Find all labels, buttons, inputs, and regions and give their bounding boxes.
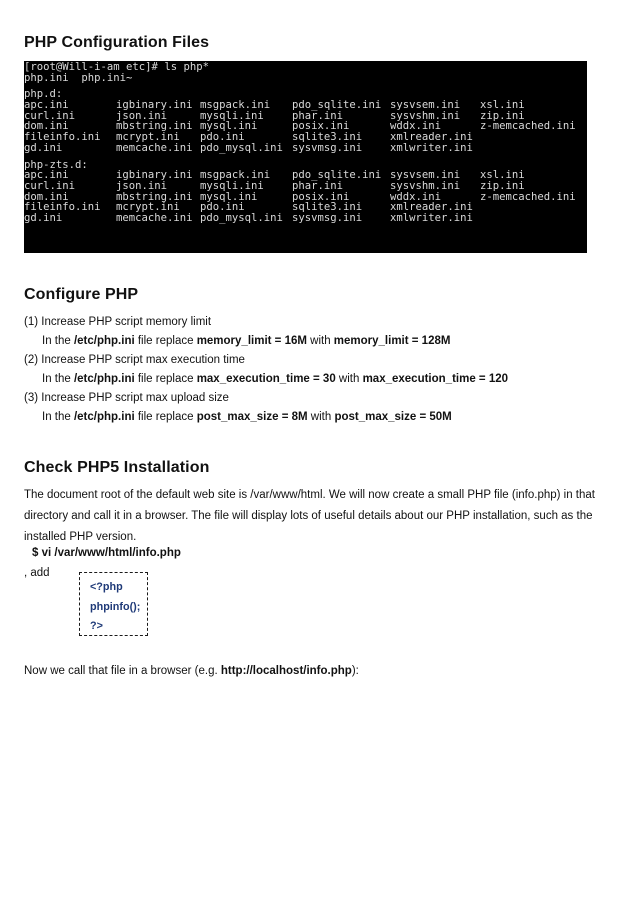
config-file-path: /etc/php.ini xyxy=(73,373,135,385)
terminal-filename: sysvmsg.ini xyxy=(292,211,363,224)
terminal-filename: apc.ini xyxy=(24,99,69,112)
section-title-check-php5: Check PHP5 Installation xyxy=(24,459,210,476)
terminal-filename: pdo_mysql.ini xyxy=(200,141,283,154)
terminal-filename: igbinary.ini xyxy=(116,99,193,112)
terminal-filename: mcrypt.ini xyxy=(116,131,180,144)
config-item-3-instruction: In the /etc/php.ini file replace post_max_size = 8M with post_max_size = 50M xyxy=(42,411,452,423)
terminal-filename: gd.ini xyxy=(24,211,63,224)
config-file-path: /etc/php.ini xyxy=(73,411,135,423)
terminal-php-zts-d-header: php-zts.d: xyxy=(24,158,88,171)
terminal-filename: xmlwriter.ini xyxy=(390,211,473,224)
terminal-filename: fileinfo.ini xyxy=(24,131,101,144)
terminal-row xyxy=(24,213,587,224)
terminal-row xyxy=(24,143,587,154)
terminal-filename: posix.ini xyxy=(292,120,350,133)
section-title-configure-php: Configure PHP xyxy=(24,286,139,303)
config-old-value: memory_limit = 16M xyxy=(196,335,307,347)
terminal-filename: phar.ini xyxy=(292,109,344,122)
terminal-screenshot xyxy=(24,61,587,253)
terminal-filename: igbinary.ini xyxy=(116,169,193,182)
terminal-php-zts-d-listing xyxy=(24,170,587,223)
terminal-filename: dom.ini xyxy=(24,190,69,203)
terminal-filename: xsl.ini xyxy=(480,99,525,112)
config-item-3-label: (3) Increase PHP script max upload size xyxy=(24,392,229,404)
terminal-filename: apc.ini xyxy=(24,169,69,182)
terminal-row xyxy=(24,181,587,192)
config-new-value: memory_limit = 128M xyxy=(333,335,451,347)
terminal-filename: wddx.ini xyxy=(390,120,442,133)
terminal-top-files: php.ini php.ini~ xyxy=(24,71,133,84)
terminal-filename: sysvsem.ini xyxy=(390,99,461,112)
config-old-value: post_max_size = 8M xyxy=(196,411,308,423)
terminal-filename: z-memcached.ini xyxy=(480,120,576,133)
terminal-filename: pdo.ini xyxy=(200,201,245,214)
config-item-2-instruction: In the /etc/php.ini file replace max_execution_time = 30 with max_execution_time = 120 xyxy=(42,373,509,385)
terminal-filename: memcache.ini xyxy=(116,141,193,154)
terminal-filename: json.ini xyxy=(116,109,168,122)
config-file-path: /etc/php.ini xyxy=(73,335,135,347)
terminal-filename: mysql.ini xyxy=(200,190,258,203)
terminal-filename: msgpack.ini xyxy=(200,99,271,112)
browser-instruction: Now we call that file in a browser (e.g. http://localhost/info.php): xyxy=(24,665,359,677)
terminal-php-d-listing xyxy=(24,100,587,153)
config-item-2-label: (2) Increase PHP script max execution time xyxy=(24,354,245,366)
config-old-value: max_execution_time = 30 xyxy=(196,373,336,385)
terminal-filename: pdo_sqlite.ini xyxy=(292,99,382,112)
terminal-filename: curl.ini xyxy=(24,179,76,192)
terminal-filename: sqlite3.ini xyxy=(292,131,363,144)
terminal-filename: sysvshm.ini xyxy=(390,179,461,192)
terminal-filename: sysvmsg.ini xyxy=(292,141,363,154)
terminal-filename: mysqli.ini xyxy=(200,179,264,192)
terminal-filename: json.ini xyxy=(116,179,168,192)
add-label: , add xyxy=(24,567,50,579)
config-new-value: post_max_size = 50M xyxy=(334,411,452,423)
terminal-php-d-header: php.d: xyxy=(24,88,63,101)
section-title-php-config-files: PHP Configuration Files xyxy=(24,34,210,51)
terminal-filename: phar.ini xyxy=(292,179,344,192)
terminal-filename: mbstring.ini xyxy=(116,120,193,133)
terminal-filename: zip.ini xyxy=(480,179,525,192)
terminal-filename: gd.ini xyxy=(24,141,63,154)
php-code-box xyxy=(79,572,148,636)
terminal-filename: msgpack.ini xyxy=(200,169,271,182)
terminal-filename: z-memcached.ini xyxy=(480,190,576,203)
terminal-filename: pdo_sqlite.ini xyxy=(292,169,382,182)
localhost-url-link[interactable]: http://localhost/info.php xyxy=(220,665,352,677)
terminal-filename: posix.ini xyxy=(292,190,350,203)
terminal-filename: mcrypt.ini xyxy=(116,201,180,214)
code-line-1: <?php xyxy=(90,581,123,593)
terminal-filename: sqlite3.ini xyxy=(292,201,363,214)
terminal-filename: mysql.ini xyxy=(200,120,258,133)
terminal-filename: wddx.ini xyxy=(390,190,442,203)
terminal-filename: xsl.ini xyxy=(480,169,525,182)
terminal-filename: sysvsem.ini xyxy=(390,169,461,182)
config-item-1-label: (1) Increase PHP script memory limit xyxy=(24,316,212,328)
intro-paragraph: The document root of the default web site is /var/www/html. We will now create a small PHP file (info.php) in that directory and call it in a browser. The file will display lots of useful details about our PHP installation, such as the installed PHP version. xyxy=(24,489,595,543)
terminal-prompt-line: [root@Will-i-am etc]# ls php* xyxy=(24,61,209,73)
terminal-filename: mysqli.ini xyxy=(200,109,264,122)
terminal-filename: curl.ini xyxy=(24,109,76,122)
terminal-filename: memcache.ini xyxy=(116,211,193,224)
terminal-filename: xmlreader.ini xyxy=(390,131,473,144)
terminal-filename: zip.ini xyxy=(480,109,525,122)
terminal-filename: xmlwriter.ini xyxy=(390,141,473,154)
config-item-1-instruction: In the /etc/php.ini file replace memory_limit = 16M with memory_limit = 128M xyxy=(42,335,451,347)
terminal-filename: mbstring.ini xyxy=(116,190,193,203)
terminal-filename: sysvshm.ini xyxy=(390,109,461,122)
terminal-filename: pdo.ini xyxy=(200,131,245,144)
terminal-filename: pdo_mysql.ini xyxy=(200,211,283,224)
config-new-value: max_execution_time = 120 xyxy=(362,373,509,385)
vi-command: $ vi /var/www/html/info.php xyxy=(32,547,181,559)
terminal-filename: dom.ini xyxy=(24,120,69,133)
terminal-filename: fileinfo.ini xyxy=(24,201,101,214)
code-line-2: phpinfo(); xyxy=(90,601,141,613)
terminal-filename: xmlreader.ini xyxy=(390,201,473,214)
code-line-3: ?> xyxy=(90,620,103,632)
